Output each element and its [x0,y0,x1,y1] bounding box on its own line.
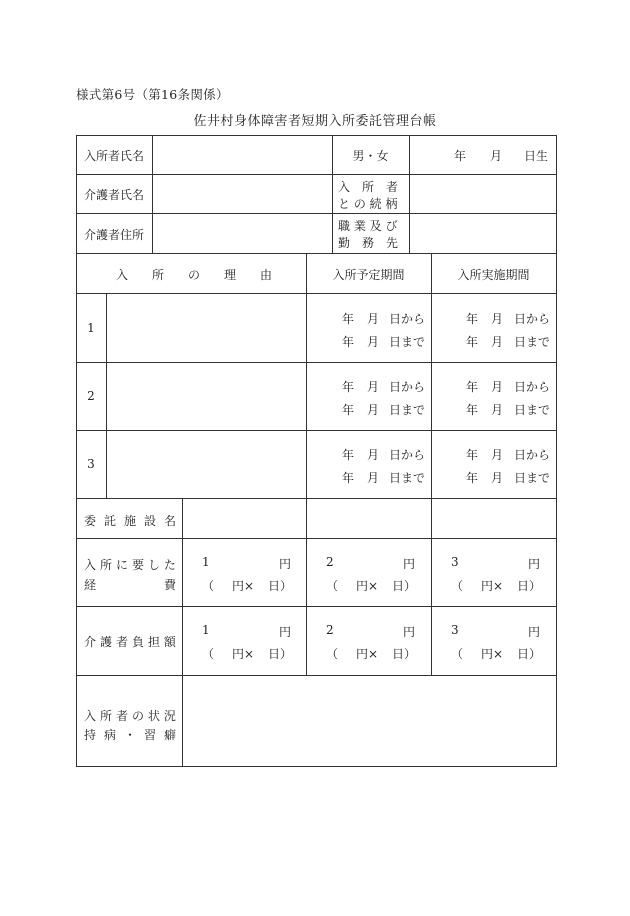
cost-yen: 円 [403,557,416,571]
period-month: 月 [367,471,380,485]
period-year: 年 [466,403,479,417]
period-to: 日まで [389,403,426,417]
cost-yen-times: 円× [481,579,504,593]
cost-yen: 円 [528,557,541,571]
facility-name-label: 委 託 施 設 名 [84,514,176,528]
cost-days: 日） [392,579,417,593]
cost-yen-times: 円× [232,579,255,593]
birth-year-label: 年 [454,149,467,163]
period-month: 月 [367,403,380,417]
cost-days: 日） [268,579,293,593]
cost-yen-times: 円× [232,647,255,661]
page-title: 佐井村身体障害者短期入所委託管理台帳 [193,114,437,129]
period-from: 日から [514,312,551,326]
period-year: 年 [466,312,479,326]
cost-paren: （ [451,579,464,593]
period-month: 月 [491,380,504,394]
period-year: 年 [466,335,479,349]
row-number-3: 3 [87,457,95,471]
form-number: 様式第6号（第16条関係） [76,87,229,102]
period-month: 月 [367,380,380,394]
occupation-label-1: 職 業 及 び [338,219,398,233]
period-year: 年 [342,335,355,349]
reason-header: 入 所 の 理 由 [116,268,272,282]
cost-days: 日） [517,647,542,661]
guardian-address-label: 介護者住所 [84,228,145,242]
cost-col-number: 3 [451,555,459,569]
period-from: 日から [389,448,426,462]
period-month: 月 [367,312,380,326]
period-to: 日まで [389,471,426,485]
birth-month-label: 月 [490,149,503,163]
row-number-1: 1 [87,321,95,335]
period-month: 月 [367,335,380,349]
cost-days: 日） [517,579,542,593]
cost-col-number: 1 [202,555,210,569]
period-month: 月 [491,335,504,349]
cost-paren: （ [202,647,215,661]
period-year: 年 [342,448,355,462]
guardian-name-label: 介護者氏名 [84,188,145,202]
period-month: 月 [491,403,504,417]
period-year: 年 [466,380,479,394]
period-to: 日まで [514,335,551,349]
cost-col-number: 2 [326,623,334,637]
cost-col-number: 1 [202,623,210,637]
cost-days: 日） [392,647,417,661]
birth-day-label: 日生 [524,149,549,163]
planned-period-header: 入所予定期間 [332,268,405,282]
period-from: 日から [389,380,426,394]
cost-yen-times: 円× [356,647,379,661]
period-from: 日から [514,380,551,394]
period-month: 月 [491,471,504,485]
cost-days: 日） [268,647,293,661]
cost-yen-times: 円× [356,579,379,593]
period-year: 年 [342,380,355,394]
required-cost-label-1: 入 所 に 要 し た [84,558,176,572]
patient-name-label: 入所者氏名 [84,149,145,163]
relation-label-1: 入 所 者 [338,180,399,194]
period-to: 日まで [389,335,426,349]
cost-yen: 円 [279,625,292,639]
cost-yen-times: 円× [481,647,504,661]
relation-label-2: と の 続 柄 [338,197,398,211]
guardian-burden-label: 介 護 者 負 担 額 [84,635,176,649]
cost-yen: 円 [403,625,416,639]
cost-paren: （ [451,647,464,661]
period-month: 月 [491,312,504,326]
cost-paren: （ [202,579,215,593]
cost-paren: （ [326,579,339,593]
status-label-2: 持 病 ・ 習 癖 [84,728,176,742]
period-to: 日まで [514,403,551,417]
cost-yen: 円 [279,557,292,571]
cost-col-number: 2 [326,555,334,569]
row-number-2: 2 [87,389,95,403]
period-year: 年 [466,471,479,485]
actual-period-header: 入所実施期間 [457,268,530,282]
gender-label: 男・女 [352,149,389,163]
period-year: 年 [466,448,479,462]
period-year: 年 [342,471,355,485]
required-cost-label-2: 経 費 [84,578,176,592]
period-month: 月 [491,448,504,462]
cost-yen: 円 [528,625,541,639]
period-to: 日まで [514,471,551,485]
period-year: 年 [342,312,355,326]
cost-paren: （ [326,647,339,661]
cost-col-number: 3 [451,623,459,637]
period-year: 年 [342,403,355,417]
period-from: 日から [389,312,426,326]
period-from: 日から [514,448,551,462]
period-month: 月 [367,448,380,462]
occupation-label-2: 勤 務 先 [338,236,399,250]
status-label-1: 入 所 者 の 状 況 [84,709,176,723]
